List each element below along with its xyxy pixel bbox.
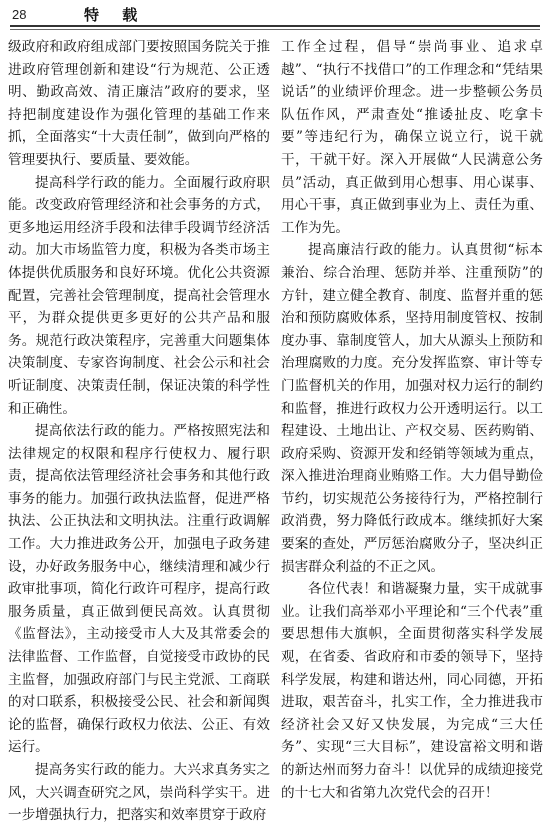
page-number: 28 <box>12 7 27 22</box>
header-rule-thin <box>10 29 540 30</box>
paragraph-scientific-administration: 提高科学行政的能力。全面履行政府职能。改变政府管理经济和社会事务的方式，更多地运用经济手段和法律手段调节经济活动。加大市场监管力度，积极为各类市场主体提供优质服务和良好环境。优化公共资源配置，完善社会管理制度，提高社会管理水平，为群众提供更多更好的公共产品和服务。规范行政决策程序，完善重大问题集体决策制度、专家咨询制度、社会公示和社会听证制度、决策责任制，保证决策的科学性和正确性。 <box>8 174 270 417</box>
paragraph-continued-right: 工作全过程，倡导“崇尚事业、追求卓越”、“执行不找借口”的工作理念和“凭结果说话”的业绩评价理念。进一步整顿公务员队伍作风，严肃查处“推诿扯皮、吃拿卡要”等违纪行为，确保立说立行，说干就干，干就干好。深入开展做“人民满意公务员”活动，真正做到用心想事、用心谋事、用心干事，真正做到事业为上、责任为重、工作为先。 <box>281 39 543 236</box>
paragraph-clean-administration: 提高廉洁行政的能力。认真贯彻“标本兼治、综合治理、惩防并举、注重预防”的方针，建立健全教育、制度、监督并重的惩治和预防腐败体系，坚持用制度管权、按制度办事、靠制度管人，加大从源头上预防和治理腐败的力度。充分发挥监察、审计等专门监督机关的作用，加强对权力运行的制约和监督，推进行政权力公开透明运行。以工程建设、土地出让、产权交易、医药购销、政府采购、资源开发和经销等领域为重点，深入推进治理商业贿赂工作。大力倡导勤俭节约，切实规范公务接待行为，严格控制行政消费，努力降低行政成本。继续抓好大案要案的查处，严厉惩治腐败分子，坚决纠正损害群众利益的不正之风。 <box>281 242 543 575</box>
page-header <box>10 4 540 26</box>
header-rule <box>10 25 540 27</box>
paragraph-closing-address: 各位代表！和谐凝聚力量，实干成就事业。让我们高举邓小平理论和“三个代表”重要思想伟大旗帜，全面贯彻落实科学发展观，在省委、省政府和市委的领导下，坚持科学发展，构建和谐达州，同心同德，开拓进取，艰苦奋斗，扎实工作，全力推进我市经济社会又好又快发展，为完成“三大任务”、实现“三大目标”，建设富裕文明和谐的新达州而努力奋斗！以优异的成绩迎接党的十七大和省第九次党代会的召开！ <box>281 581 543 801</box>
section-title: 特 载 <box>84 6 147 24</box>
paragraph-lawful-administration: 提高依法行政的能力。严格按照宪法和法律规定的权限和程序行使权力、履行职责，提高依法管理经济社会事务和其他行政事务的能力。加强行政执法监督，促进严格执法、公正执法和文明执法。注重行政调解工作。大力推进政务公开，加强电子政务建设，办好政务服务中心，继续清理和减少行政审批事项，简化行政许可程序，提高行政服务质量，真正做到便民高效。认真贯彻《监督法》，主动接受市人大及其常委会的法律监督、工作监督，自觉接受市政协的民主监督，加强政府部门与民主党派、工商联的对口联系，积极接受公民、社会和新闻舆论的监督，确保行政权力依法、公正、有效运行。 <box>8 423 270 756</box>
paragraph-pragmatic-administration: 提高务实行政的能力。大兴求真务实之风，大兴调查研究之风，崇尚科学实干。进一步增强执行力，把落实和效率贯穿于政府 <box>8 762 270 824</box>
left-column <box>8 36 270 824</box>
right-column <box>281 36 543 801</box>
paragraph-continued: 级政府和政府组成部门要按照国务院关于推进政府管理创新和建设“行为规范、公正透明、勤政高效、清正廉洁”政府的要求，坚持把制度建设作为强化管理的基础工作来抓，全面落实“十大责任制”，做到向严格的管理要执行、要质量、要效能。 <box>8 39 270 168</box>
